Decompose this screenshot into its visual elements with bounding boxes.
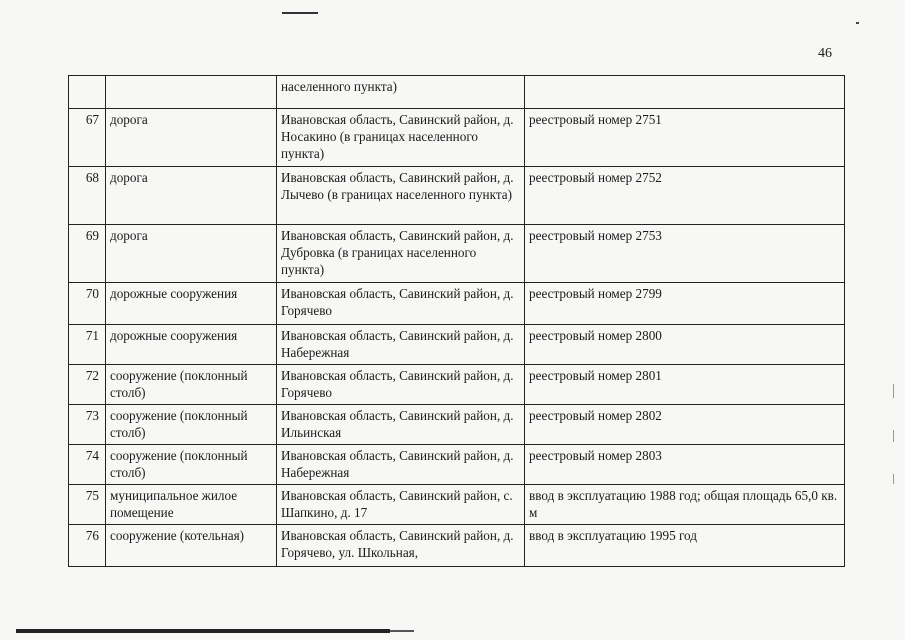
table-row xyxy=(69,525,845,567)
object-name: дорога xyxy=(106,109,277,167)
row-number: 72 xyxy=(69,365,106,405)
table-row xyxy=(69,76,845,109)
table-row xyxy=(69,485,845,525)
object-address: Ивановская область, Савинский район, д. Ильинская xyxy=(277,405,525,445)
object-info: ввод в эксплуатацию 1995 год xyxy=(525,525,845,567)
table-row xyxy=(69,445,845,485)
top-scan-mark xyxy=(282,12,318,14)
table-row xyxy=(69,365,845,405)
object-info: ввод в эксплуатацию 1988 год; общая площадь 65,0 кв. м xyxy=(525,485,845,525)
object-name xyxy=(106,76,277,109)
object-address: Ивановская область, Савинский район, д. Набережная xyxy=(277,445,525,485)
object-address: Ивановская область, Савинский район, д. Дубровка (в границах населенного пункта) xyxy=(277,225,525,283)
table-row xyxy=(69,167,845,225)
row-number: 75 xyxy=(69,485,106,525)
object-name: сооружение (поклонный столб) xyxy=(106,365,277,405)
table-row xyxy=(69,225,845,283)
bottom-scan-edge-thin xyxy=(390,630,414,632)
page-number: 46 xyxy=(818,46,832,61)
object-address: Ивановская область, Савинский район, д. Набережная xyxy=(277,325,525,365)
table-row xyxy=(69,325,845,365)
corner-scan-mark xyxy=(856,22,859,24)
property-registry-table xyxy=(68,75,845,567)
object-address: Ивановская область, Савинский район, д. Носакино (в границах населенного пункта) xyxy=(277,109,525,167)
object-address: Ивановская область, Савинский район, д. Горячево xyxy=(277,283,525,325)
object-address: Ивановская область, Савинский район, с. Шапкино, д. 17 xyxy=(277,485,525,525)
table-row xyxy=(69,405,845,445)
table-row xyxy=(69,109,845,167)
object-name: сооружение (поклонный столб) xyxy=(106,445,277,485)
object-name: дорожные сооружения xyxy=(106,325,277,365)
object-address: Ивановская область, Савинский район, д. Горячево xyxy=(277,365,525,405)
row-number: 70 xyxy=(69,283,106,325)
object-info: реестровый номер 2753 xyxy=(525,225,845,283)
object-info: реестровый номер 2799 xyxy=(525,283,845,325)
scan-speck xyxy=(893,384,894,398)
row-number: 73 xyxy=(69,405,106,445)
object-address: Ивановская область, Савинский район, д. Лычево (в границах населенного пункта) xyxy=(277,167,525,225)
row-number: 69 xyxy=(69,225,106,283)
row-number: 76 xyxy=(69,525,106,567)
object-info: реестровый номер 2802 xyxy=(525,405,845,445)
object-name: дорога xyxy=(106,167,277,225)
object-address: Ивановская область, Савинский район, д. Горячево, ул. Школьная, xyxy=(277,525,525,567)
object-name: сооружение (поклонный столб) xyxy=(106,405,277,445)
scan-speck xyxy=(893,430,894,442)
object-name: сооружение (котельная) xyxy=(106,525,277,567)
object-info: реестровый номер 2800 xyxy=(525,325,845,365)
object-address: населенного пункта) xyxy=(277,76,525,109)
table-row xyxy=(69,283,845,325)
object-name: дорога xyxy=(106,225,277,283)
row-number xyxy=(69,76,106,109)
object-info: реестровый номер 2801 xyxy=(525,365,845,405)
row-number: 71 xyxy=(69,325,106,365)
object-info: реестровый номер 2752 xyxy=(525,167,845,225)
object-info xyxy=(525,76,845,109)
row-number: 68 xyxy=(69,167,106,225)
row-number: 67 xyxy=(69,109,106,167)
row-number: 74 xyxy=(69,445,106,485)
object-info: реестровый номер 2751 xyxy=(525,109,845,167)
object-info: реестровый номер 2803 xyxy=(525,445,845,485)
bottom-scan-edge xyxy=(16,629,390,633)
object-name: муниципальное жилое помещение xyxy=(106,485,277,525)
scan-speck xyxy=(893,474,894,484)
object-name: дорожные сооружения xyxy=(106,283,277,325)
